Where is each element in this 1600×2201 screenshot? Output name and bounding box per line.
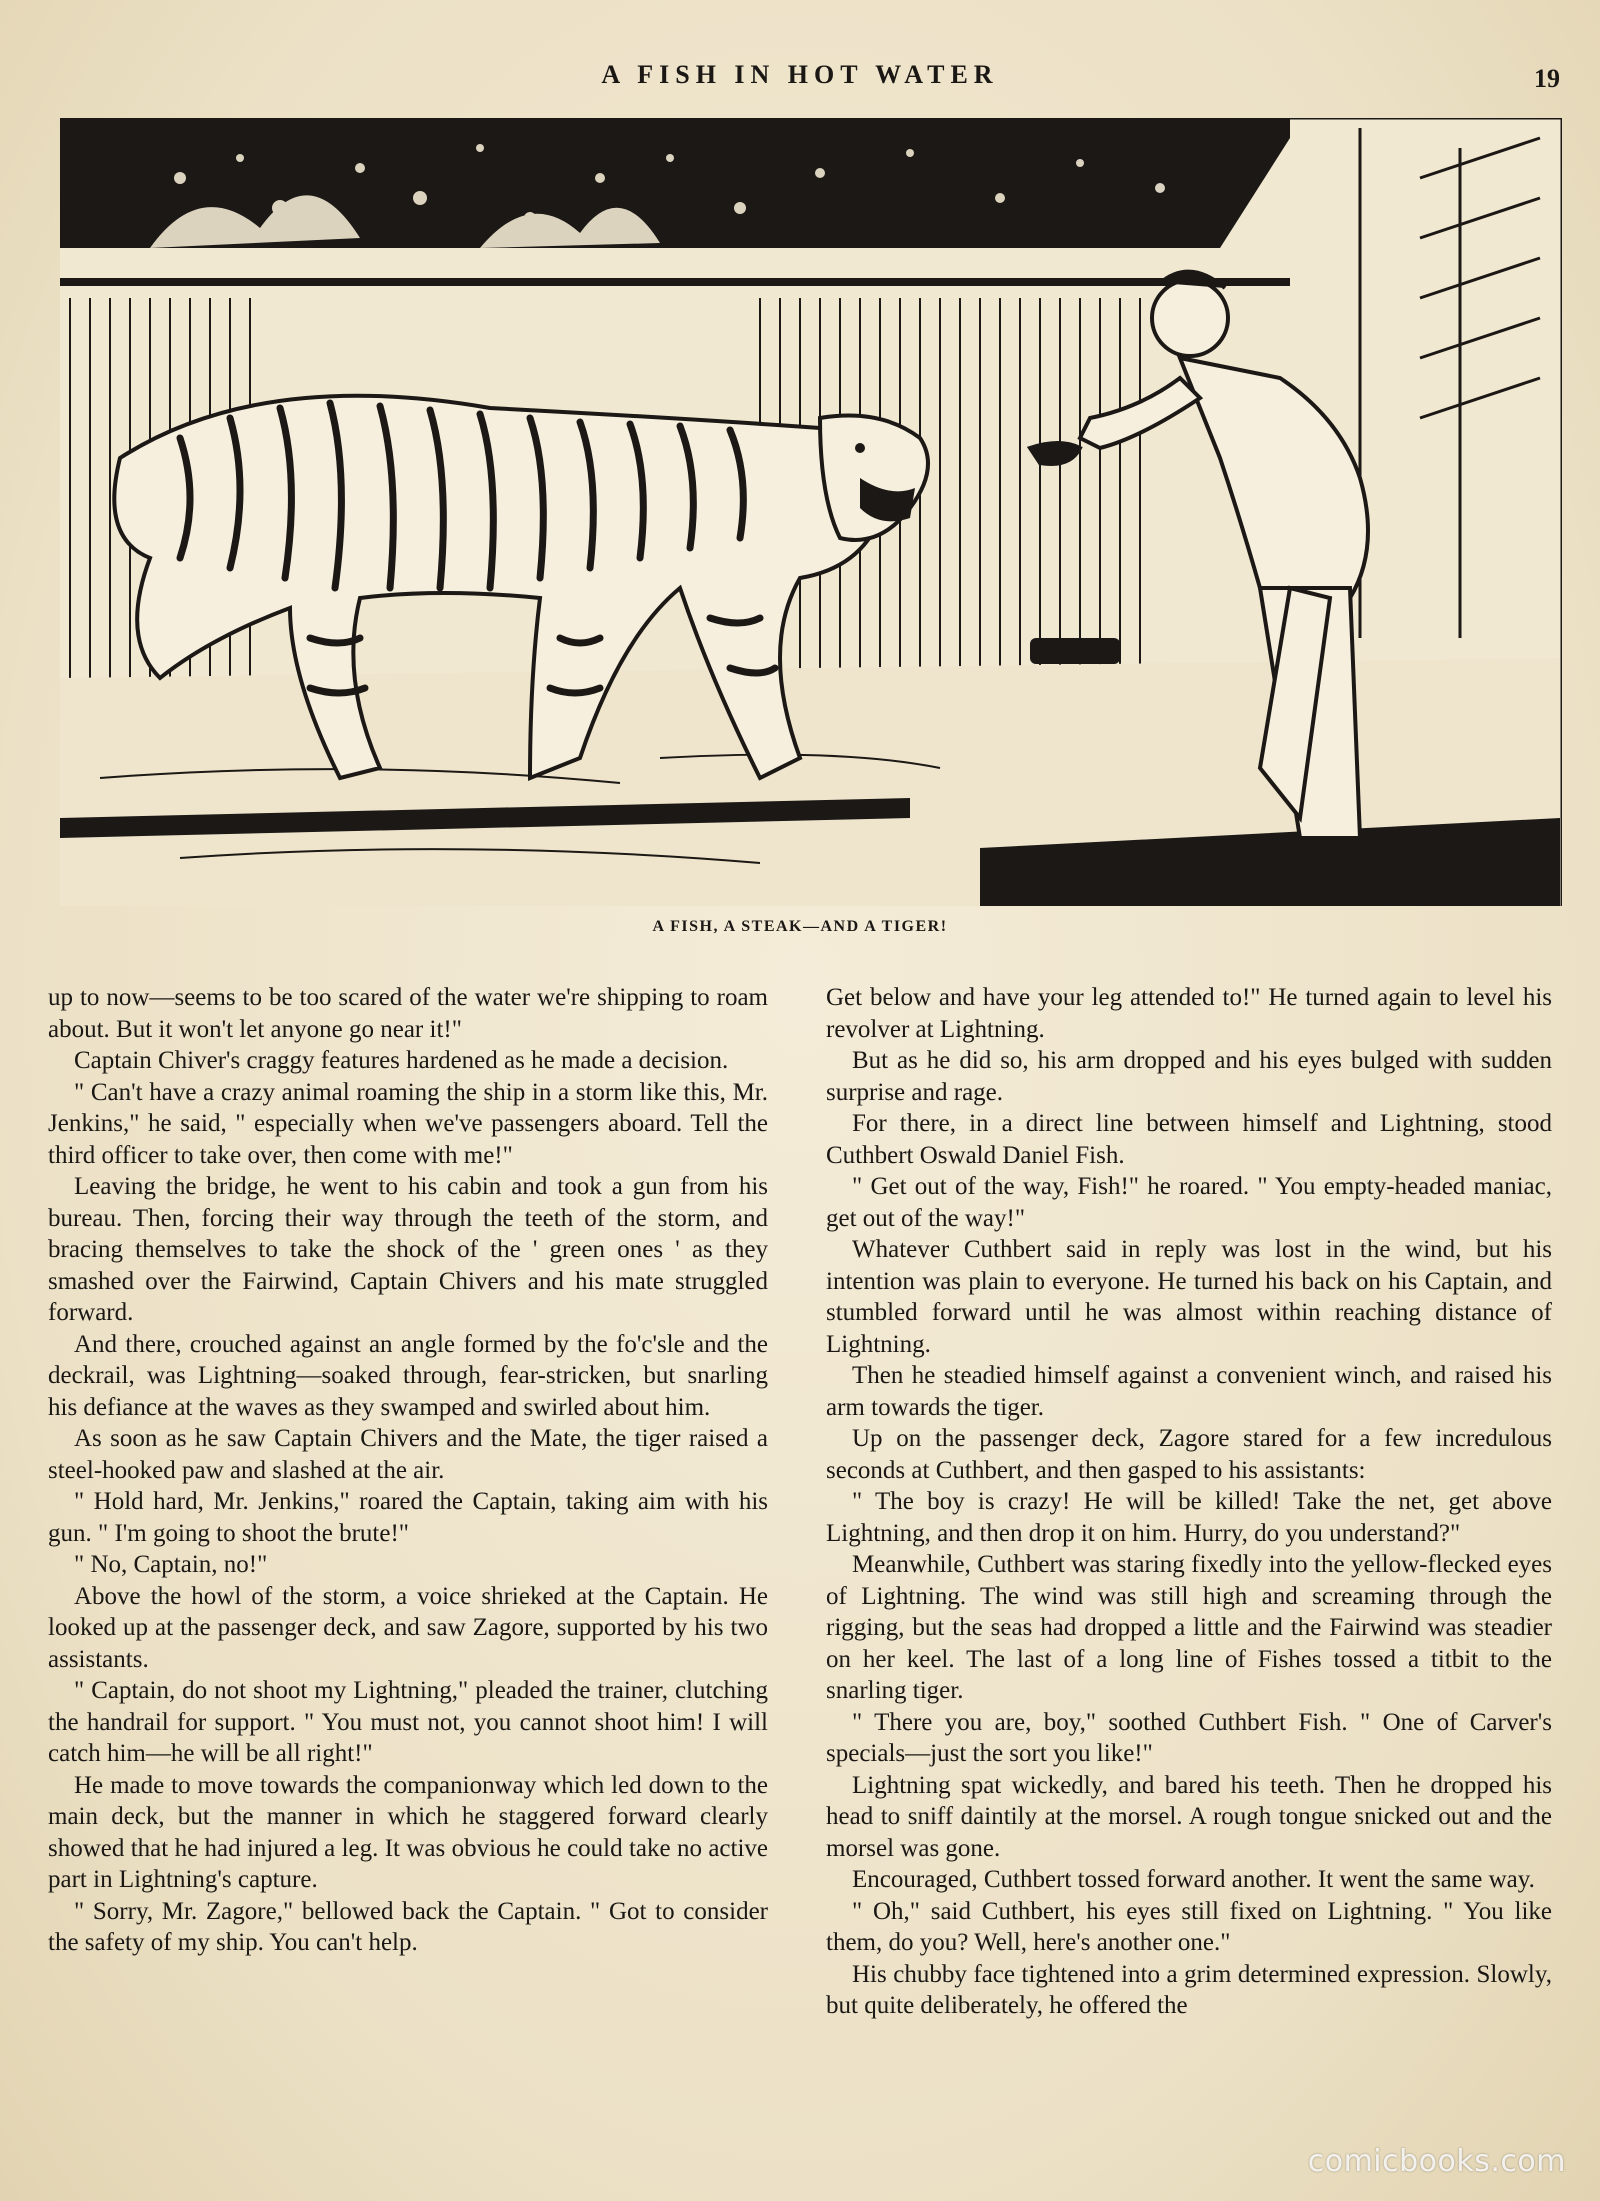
paragraph: Then he steadied himself against a convenient winch, and raised his arm towards the tiger. (826, 1362, 1552, 1421)
paragraph: As soon as he saw Captain Chivers and the Mate, the tiger raised a steel-hooked paw and slashed at the air. (48, 1425, 768, 1484)
paragraph: Above the howl of the storm, a voice shrieked at the Captain. He looked up at the passenger deck, and saw Zagore, supported by his two assistants. (48, 1582, 768, 1673)
paragraph: " Captain, do not shoot my Lightning," pleaded the trainer, clutching the handrail for support. " You must not, you cannot shoot him! I will catch him—he will be all right!" (48, 1677, 768, 1767)
paragraph: " Sorry, Mr. Zagore," bellowed back the Captain. " Got to consider the safety of my ship. You can't help. (48, 1897, 768, 1956)
illustration-artwork (60, 118, 1562, 906)
paragraph: " The boy is crazy! He will be killed! Take the net, get above Lightning, and then drop it on him. Hurry, do you understand?" (826, 1488, 1552, 1547)
paragraph: " Oh," said Cuthbert, his eyes still fixed on Lightning. " You like them, do you? Well, here's another one." (826, 1897, 1552, 1956)
page-number: 19 (1534, 64, 1560, 93)
paragraph: For there, in a direct line between himself and Lightning, stood Cuthbert Oswald Daniel Fish. (826, 1110, 1552, 1169)
paragraph: Whatever Cuthbert said in reply was lost in the wind, but his intention was plain to everyone. He turned his back on his Captain, and stumbled forward until he was almost within reaching distance of Lightning. (826, 1236, 1552, 1358)
paragraph: up to now—seems to be too scared of the water we're shipping to roam about. But it won't let anyone go near it!" (48, 984, 768, 1043)
tiger-illustration (60, 118, 1562, 906)
paragraph: Leaving the bridge, he went to his cabin and took a gun from his bureau. Then, forcing their way through the teeth of the storm, and bracing themselves to take the shock of the ' green ones ' as they smashed over the Fairwind, Captain Chivers and his mate struggled forward. (48, 1173, 768, 1326)
paragraph: Get below and have your leg attended to!" He turned again to level his revolver at Lightning. (826, 984, 1552, 1043)
paragraph: But as he did so, his arm dropped and his eyes bulged with sudden surprise and rage. (826, 1047, 1552, 1106)
paragraph: Lightning spat wickedly, and bared his teeth. Then he dropped his head to sniff daintily at the morsel. A rough tongue snicked out and the morsel was gone. (826, 1771, 1552, 1862)
paragraph: Up on the passenger deck, Zagore stared for a few incredulous seconds at Cuthbert, and then gasped to his assistants: (826, 1425, 1552, 1484)
paragraph: " Get out of the way, Fish!" he roared. " You empty-headed maniac, get out of the way!" (826, 1173, 1552, 1232)
paragraph: " Can't have a crazy animal roaming the ship in a storm like this, Mr. Jenkins," he said, " especially when we've passengers aboard. Tell the third officer to take over, then come with me!" (48, 1078, 768, 1169)
paragraph: " No, Captain, no!" (74, 1551, 268, 1578)
paragraph: " Hold hard, Mr. Jenkins," roared the Captain, taking aim with his gun. " I'm going to shoot the brute!" (48, 1488, 768, 1547)
paragraph: Meanwhile, Cuthbert was staring fixedly into the yellow-flecked eyes of Lightning. The wind was still high and screaming through the rigging, but the seas had dropped a little and the Fairwind was steadier on her keel. The last of a long line of Fishes tossed a titbit to the snarling tiger. (826, 1551, 1552, 1704)
paragraph: His chubby face tightened into a grim determined expression. Slowly, but quite deliberately, he offered the (826, 1960, 1552, 2019)
paragraph: He made to move towards the companionway which led down to the main deck, but the manner in which he staggered forward clearly showed that he had injured a leg. It was obvious he could take no active part in Lightning's capture. (48, 1771, 768, 1893)
site-watermark: comicbooks.com (1307, 2144, 1566, 2179)
paragraph: Captain Chiver's craggy features hardened as he made a decision. (74, 1047, 729, 1074)
paragraph: " There you are, boy," soothed Cuthbert Fish. " One of Carver's specials—just the sort you like!" (826, 1708, 1552, 1767)
paragraph: Encouraged, Cuthbert tossed forward another. It went the same way. (852, 1866, 1535, 1893)
paragraph: And there, crouched against an angle formed by the fo'c'sle and the deckrail, was Lightning—soaked through, fear-stricken, but snarling his defiance at the waves as they swamped and swirled about him. (48, 1330, 768, 1421)
illustration-caption: A FISH, A STEAK—AND A TIGER! (652, 918, 948, 935)
right-text-column (826, 982, 1552, 2022)
running-title: A FISH IN HOT WATER (601, 60, 999, 89)
left-text-column (48, 982, 768, 1959)
